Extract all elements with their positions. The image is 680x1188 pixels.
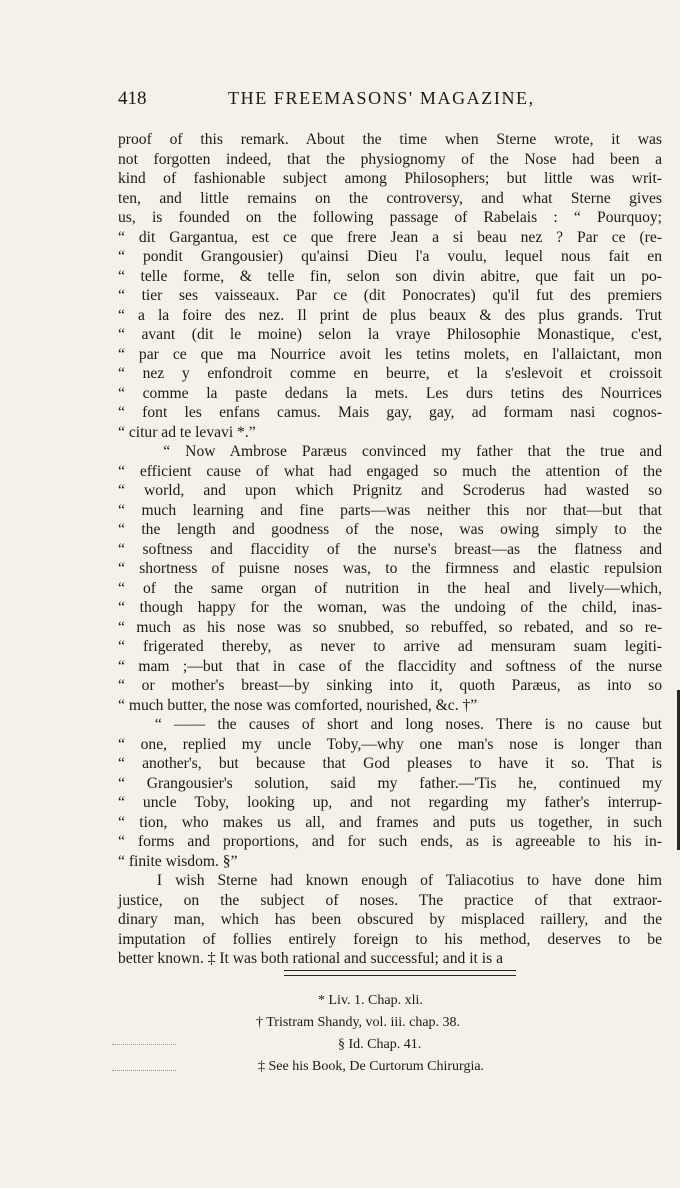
running-title: THE FREEMASONS' MAGAZINE, <box>228 88 535 108</box>
text-line: “ nez y enfondroit comme en beurre, et la s'eslevoit et croissoit <box>118 365 662 382</box>
text-line: “ comme la paste dedans la mets. Les durs tetins des Nourrices <box>118 384 662 402</box>
text-line: “ of the same organ of nutrition in the heal and lively—which, <box>118 579 662 597</box>
text-line: better known. ‡ It was both rational and successful; and it is a <box>118 950 503 967</box>
ink-smudge <box>112 1070 176 1073</box>
text-line: I wish Sterne had known enough of Taliacotius to have done him <box>118 872 662 889</box>
text-line: kind of fashionable subject among Philosophers; but little was writ- <box>118 170 662 187</box>
text-line: “ par ce que ma Nourrice avoit les tetins molets, en l'allaictant, mon <box>118 345 662 363</box>
text-line: “ mam ;—but that in case of the flaccidity and softness of the nurse <box>118 657 662 675</box>
text-line: “ pondit Grangousier) qu'ainsi Dieu l'a voulu, lequel nous fait en <box>118 248 662 265</box>
text-line: “ softness and flaccidity of the nurse's breast—as the flatness and <box>118 540 662 558</box>
text-line: “ finite wisdom. §” <box>118 852 238 870</box>
text-line: “ font les enfans camus. Mais gay, gay, ad formam nasi cognos- <box>118 404 662 421</box>
text-line: “ much as his nose was so snubbed, so rebuffed, so rebated, and so re- <box>118 618 662 636</box>
footnotes <box>118 990 662 1078</box>
text-line: “ tion, who makes us all, and frames and puts us together, in such <box>118 813 662 831</box>
text-line: “ Grangousier's solution, said my father.—'Tis he, continued my <box>118 774 662 792</box>
text-line: justice, on the subject of noses. The practice of that extraor- <box>118 891 662 909</box>
footnote-4: ‡ See his Book, De Curtorum Chirurgia. <box>258 1059 485 1074</box>
text-line: “ —— the causes of short and long noses. There is no cause but <box>118 716 662 733</box>
text-line: us, is founded on the following passage of Rabelais : “ Pourquoy; <box>118 209 662 226</box>
text-line: imputation of follies entirely foreign to his method, deserves to be <box>118 930 662 948</box>
footnote-rule <box>284 970 516 976</box>
text-line: “ though happy for the woman, was the undoing of the child, inas- <box>118 599 662 616</box>
page-header <box>118 88 662 118</box>
page-number: 418 <box>118 88 147 109</box>
text-line: “ world, and upon which Prignitz and Scroderus had wasted so <box>118 482 662 499</box>
text-line: “ uncle Toby, looking up, and not regarding my father's interrup- <box>118 794 662 811</box>
body-text <box>118 130 662 969</box>
text-line: “ efficient cause of what had engaged so much the attention of the <box>118 462 662 480</box>
footnote-3: § Id. Chap. 41. <box>338 1037 422 1052</box>
text-line: “ frigerated thereby, as never to arrive ad mensuram suam legiti- <box>118 638 662 655</box>
text-line: dinary man, which has been obscured by misplaced raillery, and the <box>118 911 662 928</box>
text-line: “ another's, but because that God pleases to have it so. That is <box>118 755 662 772</box>
text-line: “ dit Gargantua, est ce que frere Jean a si beau nez ? Par ce (re- <box>118 228 662 246</box>
text-line: not forgotten indeed, that the physiognomy of the Nose had been a <box>118 150 662 168</box>
footnote-1: * Liv. 1. Chap. xli. <box>318 993 423 1008</box>
footnote-2: † Tristram Shandy, vol. iii. chap. 38. <box>256 1015 461 1030</box>
text-line: “ much butter, the nose was comforted, nourished, &c. †” <box>118 696 478 714</box>
text-line: “ or mother's breast—by sinking into it, quoth Paræus, as into so <box>118 677 662 694</box>
text-line: “ a la foire des nez. Il print de plus beaux & des plus grands. Trut <box>118 306 662 324</box>
text-line: “ much learning and fine parts—was neither this nor that—but that <box>118 501 662 519</box>
text-line: proof of this remark. About the time when Sterne wrote, it was <box>118 131 662 148</box>
ink-smudge <box>112 1044 176 1047</box>
text-line: “ avant (dit le moine) selon la vraye Philosophie Monastique, c'est, <box>118 326 662 343</box>
text-line: “ Now Ambrose Paræus convinced my father that the true and <box>118 443 662 460</box>
text-line: “ forms and proportions, and for such ends, as is agreeable to his in- <box>118 833 662 850</box>
text-line: “ citur ad te levavi *.” <box>118 423 256 441</box>
text-line: “ one, replied my uncle Toby,—why one man's nose is longer than <box>118 735 662 753</box>
text-line: ten, and little remains on the controversy, and what Sterne gives <box>118 189 662 207</box>
text-line: “ tier ses vaisseaux. Par ce (dit Ponocrates) qu'il fut des premiers <box>118 287 662 304</box>
text-line: “ the length and goodness of the nose, was owing simply to the <box>118 521 662 538</box>
text-line: “ shortness of puisne noses was, to the firmness and elastic repulsion <box>118 560 662 577</box>
text-line: “ telle forme, & telle fin, selon son divin abitre, que fait un po- <box>118 267 662 285</box>
